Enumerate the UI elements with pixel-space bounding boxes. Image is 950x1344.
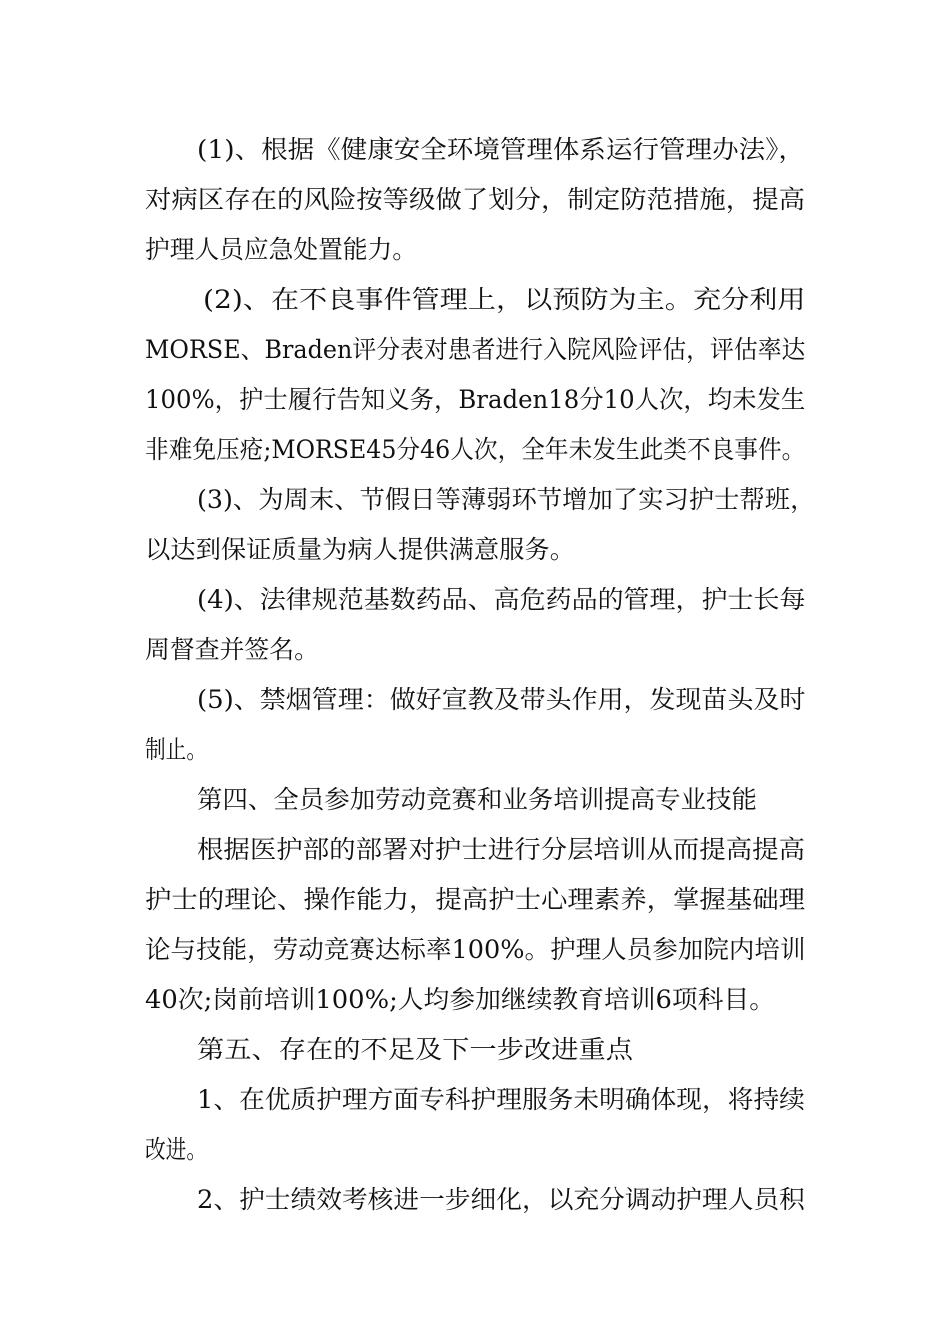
text-line: 根据医护部的部署对护士进行分层培训从而提高提高 (197, 835, 806, 864)
text-line: 40次;岗前培训100%;人均参加继续教育培训6项科目。 (145, 985, 776, 1014)
text-line: 100%，护士履行告知义务，Braden18分10人次，均未发生 (145, 385, 806, 414)
text-line: (1)、根据《健康安全环境管理体系运行管理办法》， (197, 135, 805, 164)
section-heading: 第五、存在的不足及下一步改进重点 (197, 1035, 634, 1064)
section-heading: 第四、全员参加劳动竞赛和业务培训提高专业技能 (197, 785, 758, 814)
text-line: (3)、为周末、节假日等薄弱环节增加了实习护士帮班， (197, 485, 816, 514)
text-line: 周督查并签名。 (145, 635, 320, 664)
text-line: (5)、禁烟管理：做好宣教及带头作用，发现苗头及时 (197, 685, 806, 714)
text-line: 护士的理论、操作能力，提高护士心理素养，掌握基础理 (145, 885, 806, 914)
text-line: 以达到保证质量为病人提供满意服务。 (145, 535, 576, 564)
text-line: 制止。 (145, 735, 208, 764)
text-line: (4)、法律规范基数药品、高危药品的管理，护士长每 (197, 585, 806, 614)
text-line: 论与技能，劳动竞赛达标率100%。护理人员参加院内培训 (145, 935, 806, 964)
text-line: 对病区存在的风险按等级做了划分，制定防范措施，提高 (145, 185, 806, 214)
text-line: 护理人员应急处置能力。 (145, 235, 418, 264)
text-line: 2、护士绩效考核进一步细化，以充分调动护理人员积 (197, 1185, 805, 1214)
text-line: 改进。 (145, 1135, 208, 1164)
text-line: (2)、在不良事件管理上，以预防为主。充分利用 (203, 285, 806, 314)
text-line: 非难免压疮;MORSE45分46人次，全年未发生此类不良事件。 (145, 435, 806, 464)
text-line: 1、在优质护理方面专科护理服务未明确体现，将持续 (197, 1085, 805, 1114)
text-line: MORSE、Braden评分表对患者进行入院风险评估，评估率达 (145, 335, 806, 364)
